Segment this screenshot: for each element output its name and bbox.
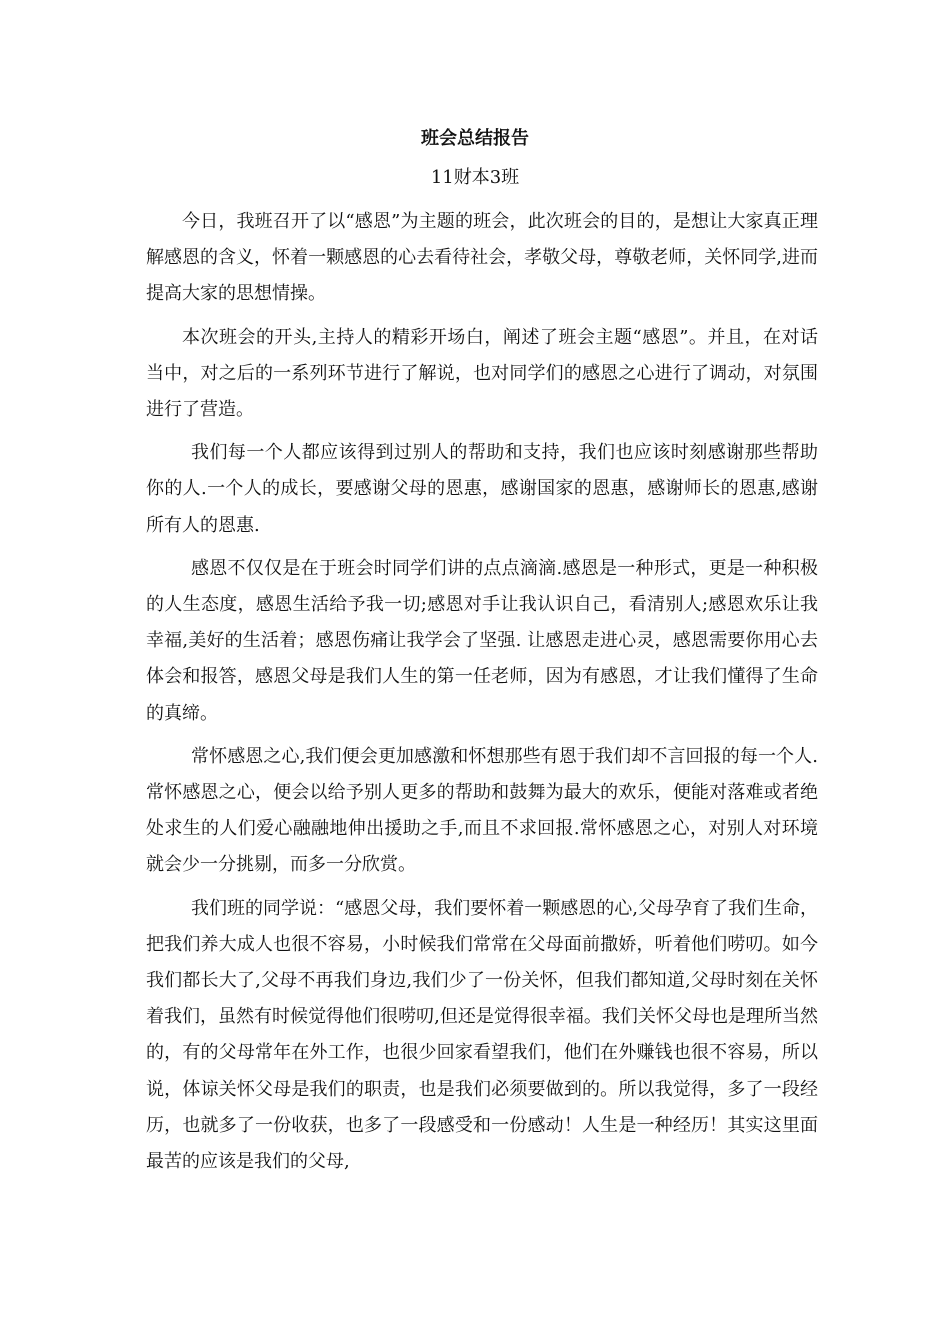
paragraph-gratitude-attitude: 感恩不仅仅是在于班会时同学们讲的点点滴滴.感恩是一种形式，更是一种积极的人生态度，感恩生活给予我一切;感恩对手让我认识自己，看清别人;感恩欢乐让我幸福,美好的生活着；感恩伤痛让我学会了坚强. 让感恩走进心灵，感恩需要你用心去体会和报答，感恩父母是我们人生的第一任老师，因为有感恩，才让我们懂得了生命的真缔。: [146, 557, 818, 724]
paragraph-opening: 本次班会的开头,主持人的精彩开场白，阐述了班会主题“感恩”。并且，在对话当中，对之后的一系列环节进行了解说，也对同学们的感恩之心进行了调动，对氛围进行了营造。: [146, 326, 818, 421]
paragraph-grateful-heart: 常怀感恩之心,我们便会更加感激和怀想那些有恩于我们却不言回报的每一个人.常怀感恩之心，便会以给予别人更多的帮助和鼓舞为最大的欢乐，便能对落难或者绝处求生的人们爱心融融地伸出援助之手,而且不求回报.常怀感恩之心，对别人对环境就会少一分挑剔，而多一分欣赏。: [146, 745, 818, 876]
document-subtitle: 11财本3班: [430, 167, 520, 188]
document-title: 班会总结报告: [421, 128, 529, 149]
paragraph-classmate-quote: 我们班的同学说：“感恩父母，我们要怀着一颗感恩的心,父母孕育了我们生命，把我们养大成人也很不容易，小时候我们常常在父母面前撒娇，听着他们唠叨。如今我们都长大了,父母不再我们身边,我们少了一份关怀，但我们都知道,父母时刻在关怀着我们，虽然有时候觉得他们很唠叨,但还是觉得很幸福。我们关怀父母也是理所当然的，有的父母常年在外工作，也很少回家看望我们，他们在外赚钱也很不容易，所以说，体谅关怀父母是我们的职责，也是我们必须要做到的。所以我觉得，多了一段经历，也就多了一份收获，也多了一段感受和一份感动！人生是一种经历！其实这里面最苦的应该是我们的父母,: [146, 897, 818, 1173]
paragraph-gratitude-help: 我们每一个人都应该得到过别人的帮助和支持，我们也应该时刻感谢那些帮助你的人.一个人的成长，要感谢父母的恩惠，感谢国家的恩惠，感谢师长的恩惠,感谢所有人的恩惠.: [146, 442, 818, 536]
paragraph-intro: 今日，我班召开了以“感恩”为主题的班会，此次班会的目的，是想让大家真正理解感恩的含义，怀着一颗感恩的心去看待社会，孝敬父母，尊敬老师，关怀同学,进而提高大家的思想情操。: [146, 211, 818, 305]
document-body: [146, 204, 818, 1187]
